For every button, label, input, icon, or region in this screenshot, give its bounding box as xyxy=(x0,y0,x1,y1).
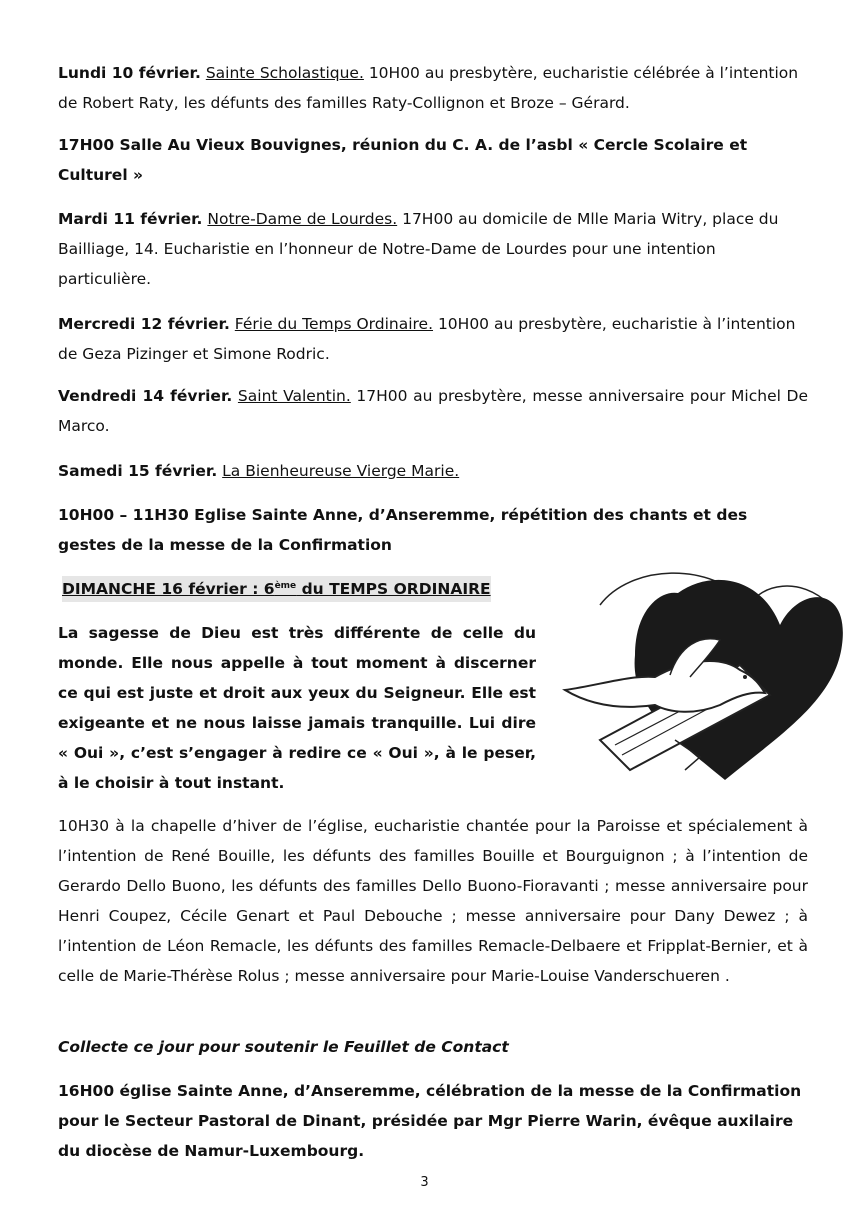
entry-saturday xyxy=(58,456,808,486)
entry-monday xyxy=(58,58,808,118)
entry-day: Mardi 11 février. xyxy=(58,210,203,228)
entry-feast: Férie du Temps Ordinaire. xyxy=(234,315,434,333)
entry-wednesday xyxy=(58,309,808,369)
entry-day: Vendredi 14 février. xyxy=(58,387,233,405)
entry-rehearsal: 10H00 – 11H30 Eglise Sainte Anne, d’Anseremme, répétition des chants et des gestes de la messe de la Confirmation xyxy=(58,506,748,554)
entry-text: 10H00 au presbytère, eucharistie à l’intention de Geza Pizinger et Simone Rodric. xyxy=(58,315,796,363)
entry-text: 17H00 au domicile de Mlle Maria Witry, place du Bailliage, 14. Eucharistie en l’honneur de Notre-Dame de Lourdes pour une intention particulière. xyxy=(58,210,779,288)
reflection-text: La sagesse de Dieu est très différente de celle du monde. Elle nous appelle à tout moment à discerner ce qui est juste et droit aux yeux du Seigneur. Elle est exigeante et ne nous laisse jamais tranquille. Lui dire « Oui », c’est s’engager à redire ce « Oui », à le peser, à le choisir à tout instant. xyxy=(58,624,536,792)
entry-text: 10H00 au presbytère, eucharistie célébrée à l’intention de Robert Raty, les défunts des familles Raty-Collignon et Broze – Gérard. xyxy=(58,64,799,112)
collection-note: Collecte ce jour pour soutenir le Feuillet de Contact xyxy=(58,1038,509,1056)
entry-feast: Sainte Scholastique. xyxy=(205,64,364,82)
entry-tuesday xyxy=(58,204,808,294)
entry-day: Samedi 15 février. xyxy=(58,462,218,480)
sunday-heading: DIMANCHE 16 février : 6ème du TEMPS ORDINAIRE xyxy=(62,576,491,602)
entry-feast: Notre-Dame de Lourdes. xyxy=(207,210,398,228)
entry-day: Lundi 10 février. xyxy=(58,64,201,82)
entry-text: 17H00 au presbytère, messe anniversaire pour Michel De Marco. xyxy=(58,387,809,435)
entry-meeting: 17H00 Salle Au Vieux Bouvignes, réunion du C. A. de l’asbl « Cercle Scolaire et Culturel » xyxy=(58,136,748,184)
confirmation-mass: 16H00 église Sainte Anne, d’Anseremme, célébration de la messe de la Confirmation pour le Secteur Pastoral de Dinant, présidée par Mgr Pierre Warin, évêque auxilaire du diocèse de Namur-Luxembourg. xyxy=(58,1082,802,1160)
entry-feast: La Bienheureuse Vierge Marie. xyxy=(222,462,460,480)
page-number: 3 xyxy=(420,1175,429,1190)
heart-dove-icon xyxy=(560,565,849,795)
entry-day: Mercredi 12 février. xyxy=(58,315,230,333)
entry-friday xyxy=(58,381,808,441)
entry-feast: Saint Valentin. xyxy=(237,387,351,405)
sunday-mass: 10H30 à la chapelle d’hiver de l’église, eucharistie chantée pour la Paroisse et spécialement à l’intention de René Bouille, les défunts des familles Bouille et Bourguignon ; à l’intention de Gerardo Dello Buono, les défunts des familles Dello Buono-Fioravanti ; messe anniversaire pour Henri Coupez, Cécile Genart et Paul Debouche ; messe anniversaire pour Dany Dewez ; à l’intention de Léon Remacle, les défunts des familles Remacle-Delbaere et Fripplat-Bernier, et à celle de Marie-Thérèse Rolus ; messe anniversaire pour Marie-Louise Vanderschueren . xyxy=(58,817,808,985)
